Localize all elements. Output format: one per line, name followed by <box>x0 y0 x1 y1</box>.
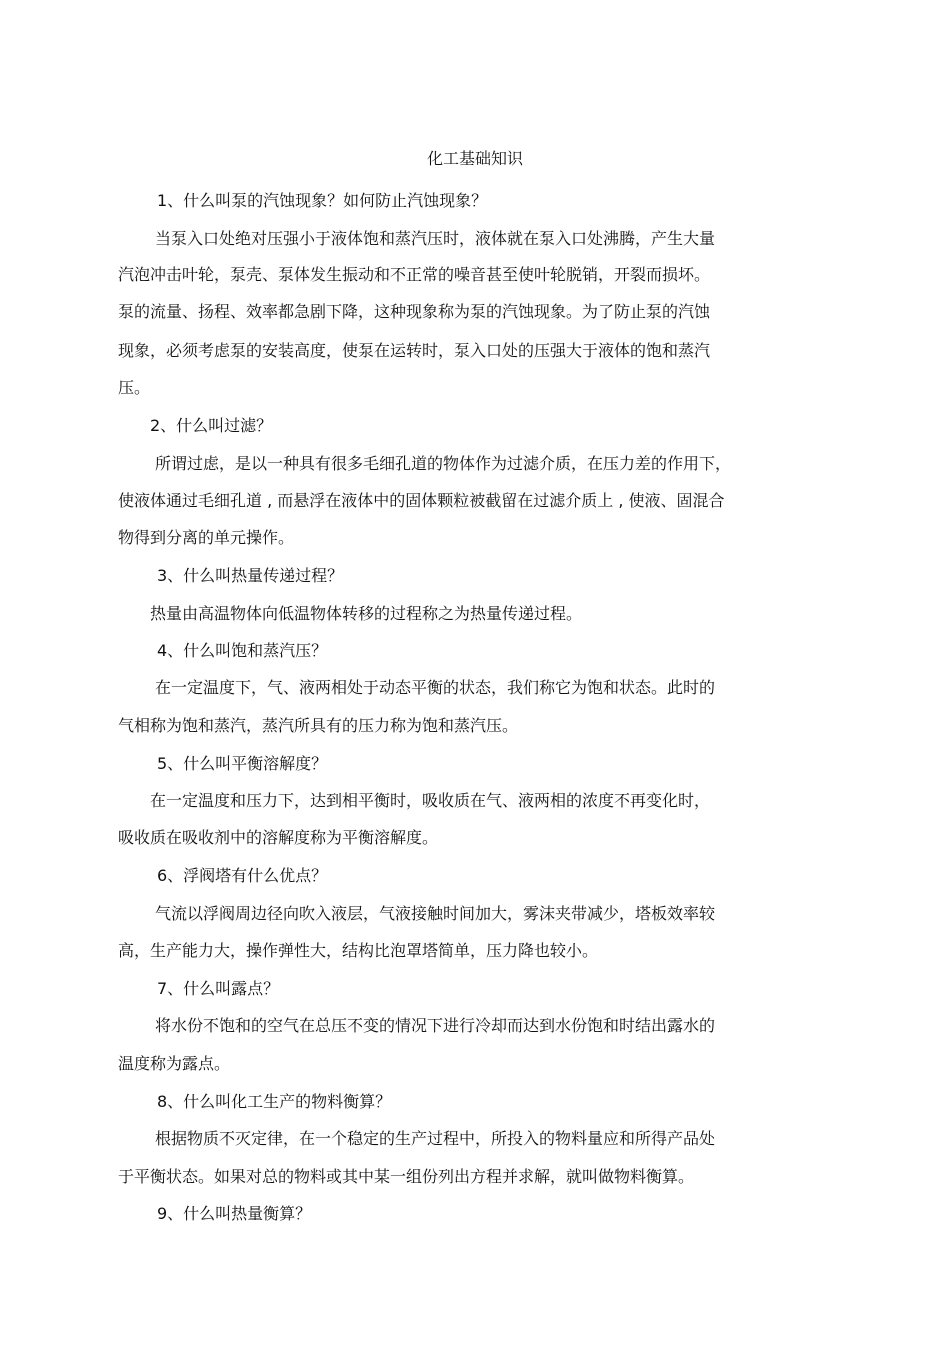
answer-7-line-2: 温度称为露点。 <box>118 1054 231 1073</box>
answer-1-line-5: 压。 <box>118 378 151 397</box>
question-1-heading: 1、什么叫泵的汽蚀现象？如何防止汽蚀现象？ <box>157 191 488 210</box>
question-8-heading: 8、什么叫化工生产的物料衡算？ <box>157 1092 392 1111</box>
answer-6-line-2: 高，生产能力大，操作弹性大，结构比泡罩塔简单，压力降也较小。 <box>118 941 599 960</box>
answer-2-line-2: 使液体通过毛细孔道 , 而悬浮在液体中的固体颗粒被截留在过滤介质上 , 使液、固混合 <box>118 491 725 510</box>
answer-8-line-2: 于平衡状态。如果对总的物料或其中某一组份列出方程并求解，就叫做物料衡算。 <box>118 1167 695 1186</box>
question-3-heading: 3、什么叫热量传递过程？ <box>157 566 344 585</box>
answer-1-line-1: 当泵入口处绝对压强小于液体饱和蒸汽压时，液体就在泵入口处沸腾，产生大量 <box>155 229 716 248</box>
answer-8-line-1: 根据物质不灭定律，在一个稳定的生产过程中，所投入的物料量应和所得产品处 <box>155 1129 716 1148</box>
answer-1-line-4: 现象，必须考虑泵的安装高度，使泵在运转时，泵入口处的压强大于液体的饱和蒸汽 <box>118 341 711 360</box>
answer-1-line-2: 汽泡冲击叶轮，泵壳、泵体发生振动和不正常的噪音甚至使叶轮脱销，开裂而损坏。 <box>118 265 711 284</box>
answer-6-line-1: 气流以浮阀周边径向吹入液层，气液接触时间加大，雾沫夹带减少，塔板效率较 <box>155 904 716 923</box>
question-9-heading: 9、什么叫热量衡算？ <box>157 1204 312 1223</box>
answer-2-line-3: 物得到分离的单元操作。 <box>118 528 295 547</box>
answer-3-line-1: 热量由高温物体向低温物体转移的过程称之为热量传递过程。 <box>150 604 583 623</box>
answer-1-line-3: 泵的流量、扬程、效率都急剧下降，这种现象称为泵的汽蚀现象。为了防止泵的汽蚀 <box>118 302 711 321</box>
answer-5-line-2: 吸收质在吸收剂中的溶解度称为平衡溶解度。 <box>118 828 439 847</box>
question-7-heading: 7、什么叫露点？ <box>157 979 280 998</box>
answer-2-line-1: 所谓过虑，是以一种具有很多毛细孔道的物体作为过滤介质，在压力差的作用下， <box>155 454 732 473</box>
question-5-heading: 5、什么叫平衡溶解度？ <box>157 754 328 773</box>
question-2-heading: 2、什么叫过滤？ <box>150 416 273 435</box>
answer-5-line-1: 在一定温度和压力下，达到相平衡时，吸收质在气、液两相的浓度不再变化时， <box>150 791 711 810</box>
question-6-heading: 6、浮阀塔有什么优点？ <box>157 866 328 885</box>
answer-4-line-2: 气相称为饱和蒸汽，蒸汽所具有的压力称为饱和蒸汽压。 <box>118 716 519 735</box>
question-4-heading: 4、什么叫饱和蒸汽压？ <box>157 641 328 660</box>
document-title: 化工基础知识 <box>426 149 523 168</box>
answer-4-line-1: 在一定温度下，气、液两相处于动态平衡的状态，我们称它为饱和状态。此时的 <box>155 678 716 697</box>
answer-7-line-1: 将水份不饱和的空气在总压不变的情况下进行冷却而达到水份饱和时结出露水的 <box>155 1016 716 1035</box>
